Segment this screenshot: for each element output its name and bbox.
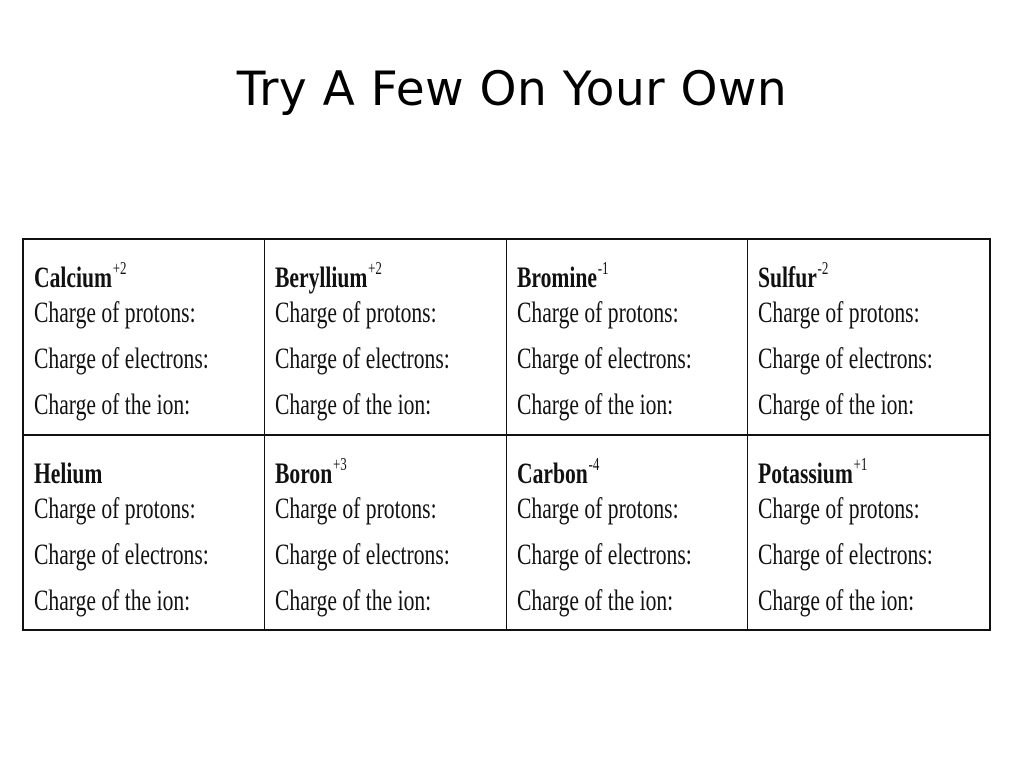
element-charge: -4 (588, 454, 599, 474)
electrons-label: Charge of electrons: (516, 538, 692, 571)
ion-charge-table (22, 238, 991, 631)
table-cell-carbon (507, 436, 748, 629)
protons-label: Charge of protons: (275, 296, 437, 329)
element-heading (34, 442, 200, 490)
protons-label: Charge of protons: (757, 296, 920, 329)
protons-label: Charge of protons: (516, 296, 679, 329)
table-cell-bromine (507, 240, 748, 436)
protons-label: Charge of protons: (757, 492, 920, 525)
element-name: Boron (275, 457, 333, 490)
ion-charge-label: Charge of the ion: (757, 584, 914, 617)
electrons-label: Charge of electrons: (275, 342, 450, 375)
table-cell-beryllium (265, 240, 506, 436)
table-cell-calcium (24, 240, 265, 436)
element-charge: +1 (853, 454, 868, 474)
element-charge: +2 (368, 258, 383, 278)
element-name: Calcium (34, 261, 112, 294)
ion-charge-label: Charge of the ion: (34, 388, 191, 421)
element-name: Carbon (516, 457, 588, 490)
electrons-label: Charge of electrons: (757, 342, 933, 375)
element-charge: +2 (112, 258, 127, 278)
element-heading (275, 246, 441, 294)
ion-charge-label: Charge of the ion: (516, 584, 673, 617)
element-heading (34, 246, 200, 294)
element-charge: +3 (333, 454, 347, 474)
table-cell-sulfur (748, 240, 989, 436)
element-name: Bromine (516, 261, 597, 294)
element-name: Helium (34, 457, 103, 490)
element-heading (757, 442, 925, 490)
protons-label: Charge of protons: (34, 296, 196, 329)
electrons-label: Charge of electrons: (275, 538, 450, 571)
ion-charge-label: Charge of the ion: (516, 388, 673, 421)
table-cell-helium (24, 436, 265, 629)
element-heading (757, 246, 925, 294)
element-charge: -1 (597, 258, 609, 278)
protons-label: Charge of protons: (275, 492, 437, 525)
table-cell-boron (265, 436, 506, 629)
protons-label: Charge of protons: (34, 492, 196, 525)
electrons-label: Charge of electrons: (757, 538, 933, 571)
ion-charge-label: Charge of the ion: (34, 584, 191, 617)
element-charge: -2 (817, 258, 829, 278)
element-name: Potassium (757, 457, 853, 490)
element-name: Beryllium (275, 261, 368, 294)
electrons-label: Charge of electrons: (34, 538, 209, 571)
element-heading (516, 246, 683, 294)
electrons-label: Charge of electrons: (516, 342, 692, 375)
electrons-label: Charge of electrons: (34, 342, 209, 375)
element-name: Sulfur (757, 261, 817, 294)
protons-label: Charge of protons: (516, 492, 679, 525)
ion-charge-label: Charge of the ion: (275, 584, 432, 617)
element-heading (275, 442, 441, 490)
table-cell-potassium (748, 436, 989, 629)
ion-charge-label: Charge of the ion: (275, 388, 432, 421)
ion-charge-label: Charge of the ion: (757, 388, 914, 421)
element-heading (516, 442, 683, 490)
slide-title: Try A Few On Your Own (236, 62, 788, 117)
